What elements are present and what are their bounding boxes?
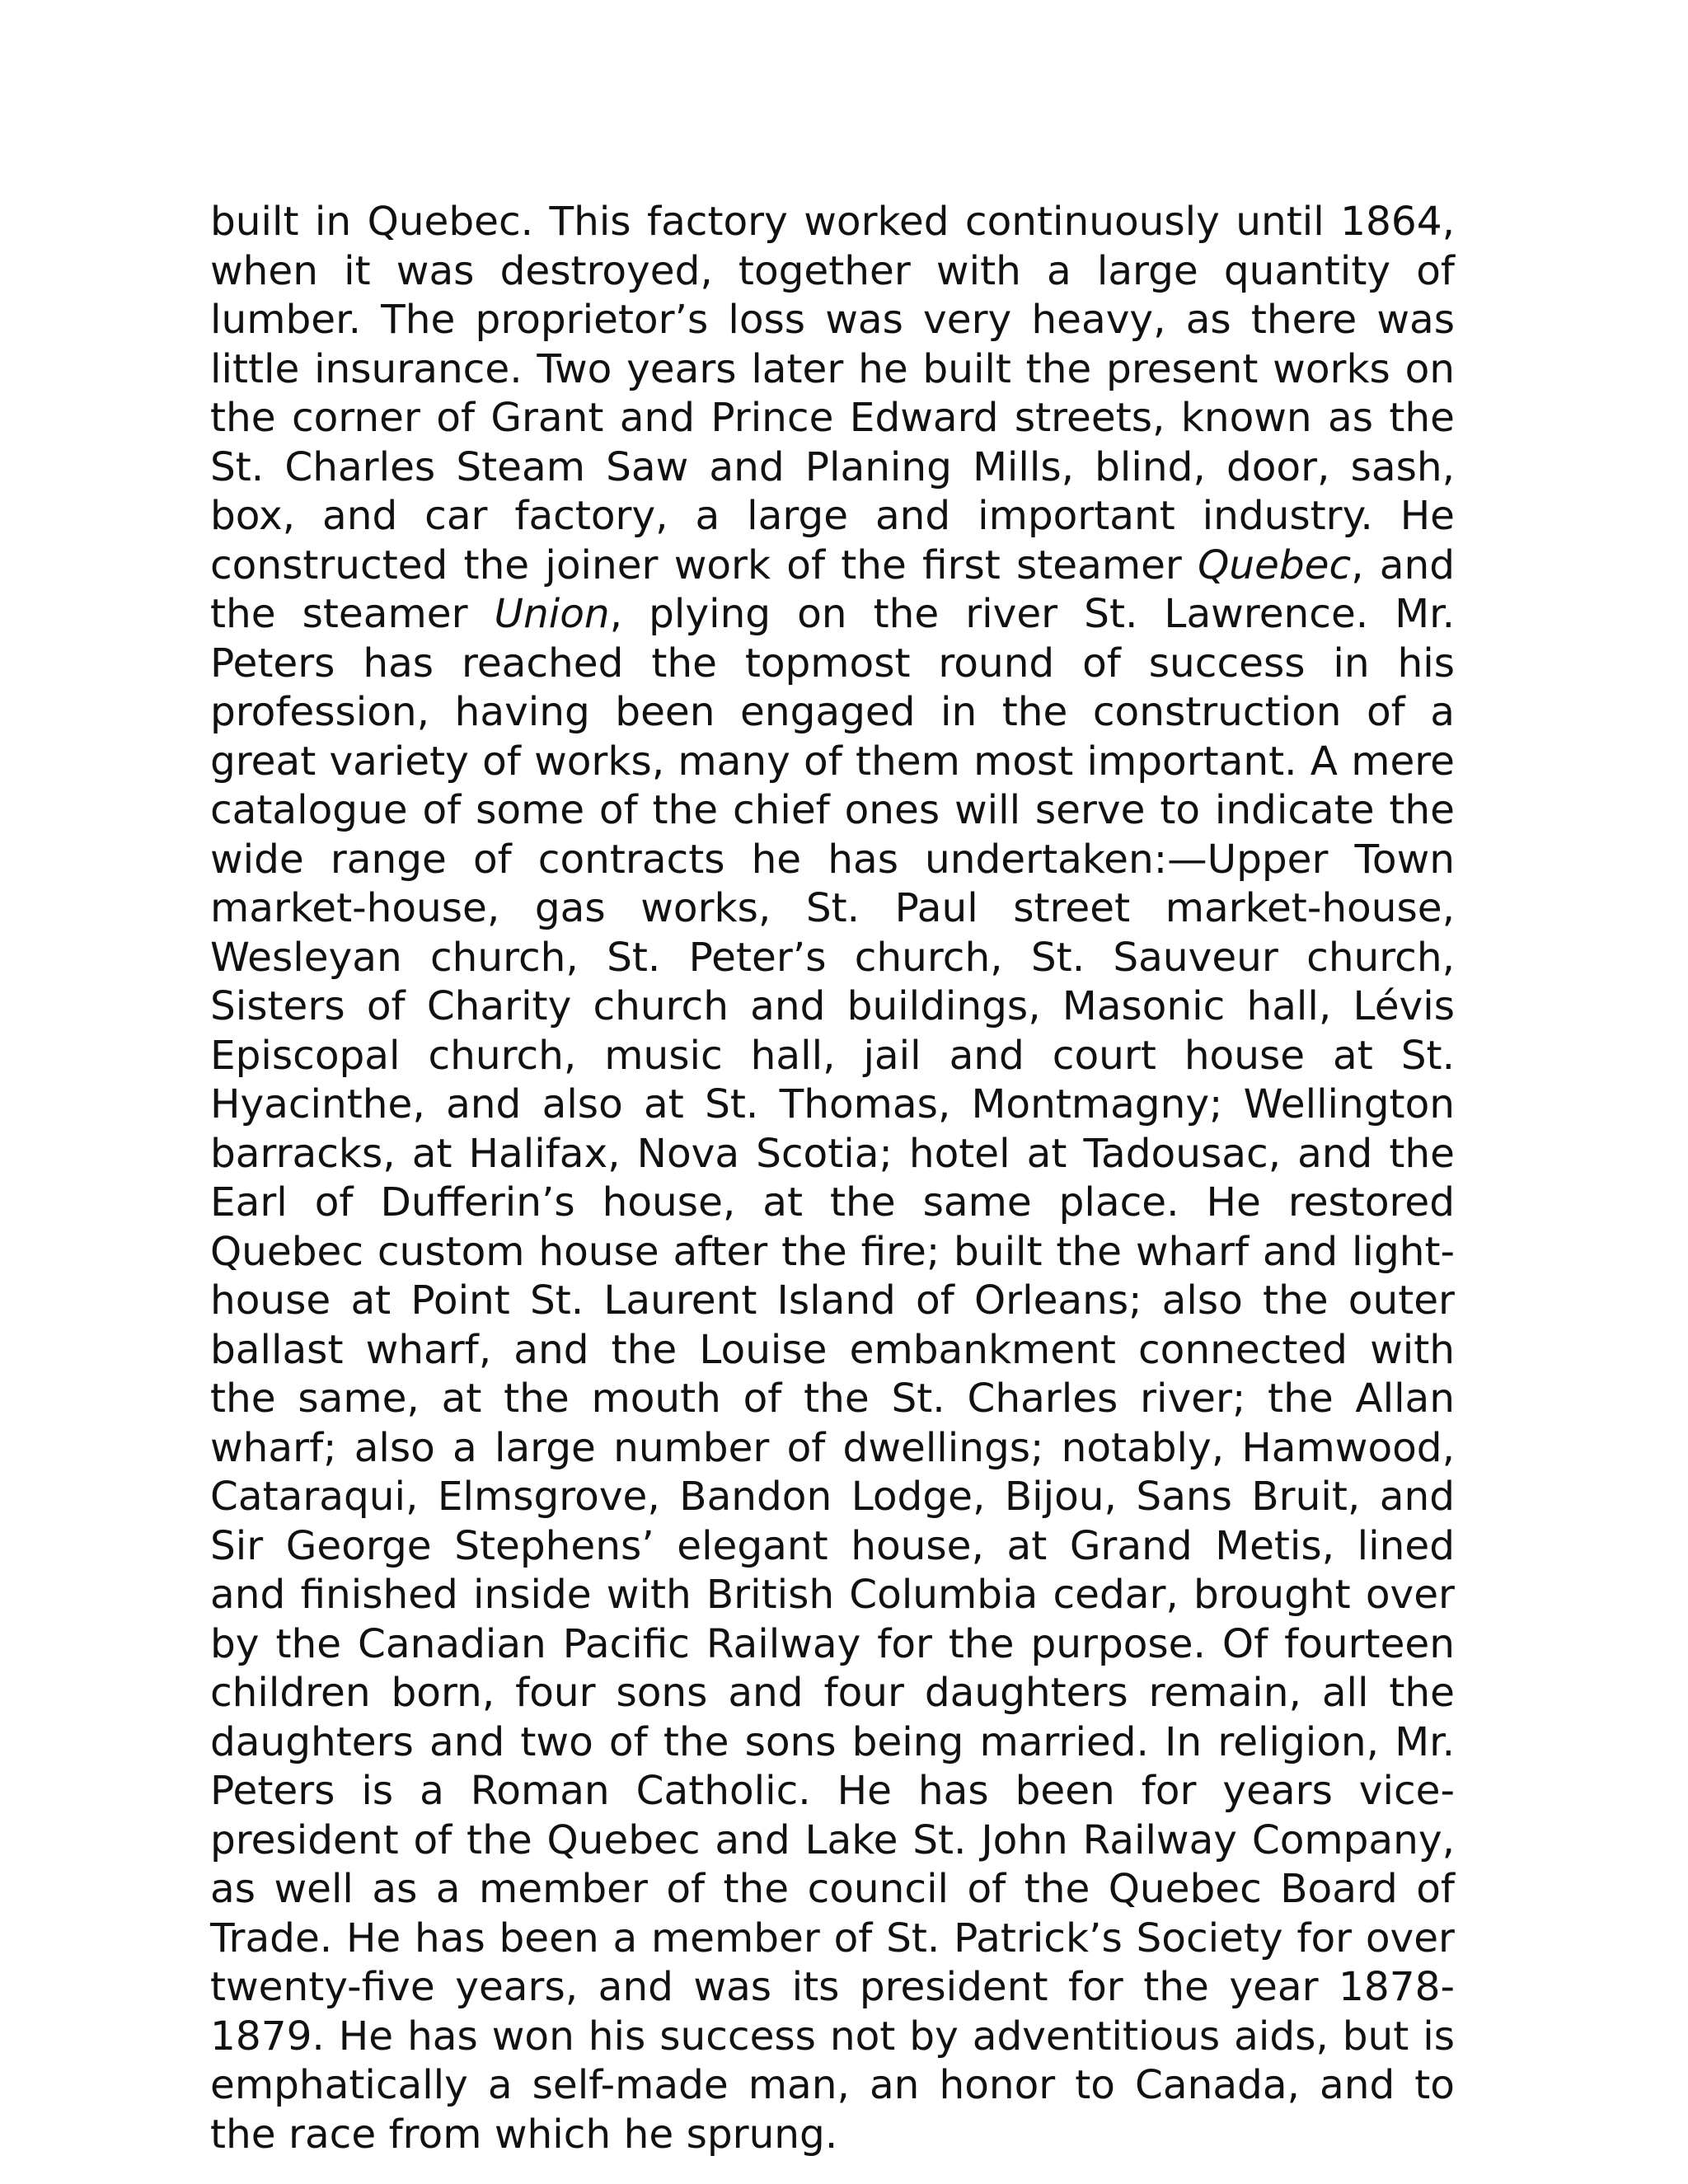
steamer-name-union: Union: [494, 591, 610, 637]
paragraph-text-part-3: , plying on the river St. Lawrence. Mr. Peters has reached the topmost round of success in his profession, having been engaged in the construction of a great variety of works, many of them most important. A mere catalogue of some of the chief ones will serve to indicate the wide range of contracts he has undertaken:—Upper Town market-house, gas works, St. Paul street market-house, Wesleyan church, St. Peter’s church, St. Sauveur church, Sisters of Charity church and buildings, Masonic hall, Lévis Episcopal church, music hall, jail and court house at St. Hyacinthe, and also at St. Thomas, Montmagny; Wellington barracks, at Halifax, Nova Scotia; hotel at Tadousac, and the Earl of Dufferin’s house, at the same place. He restored Quebec custom house after the fire; built the wharf and light-house at Point St. Laurent Island of Orleans; also the outer ballast wharf, and the Louise embankment connected with the same, at the mouth of the St. Charles river; the Allan wharf; also a large number of dwellings; notably, Hamwood, Cataraqui, Elmsgrove, Bandon Lodge, Bijou, Sans Bruit, and Sir George Stephens’ elegant house, at Grand Metis, lined and finished inside with British Columbia cedar, brought over by the Canadian Pacific Railway for the purpose. Of fourteen children born, four sons and four daughters remain, all the daughters and two of the sons being married. In religion, Mr. Peters is a Roman Catholic. He has been for years vice-president of the Quebec and Lake St. John Railway Company, as well as a member of the council of the Quebec Board of Trade. He has been a member of St. Patrick’s Society for over twenty-five years, and was its president for the year 1878-1879. He has won his success not by adventitious aids, but is emphatically a self-made man, an honor to Canada, and to the race from which he sprung.: [210, 591, 1455, 2158]
body-text: [210, 198, 1455, 2159]
paragraph-text-part-1: built in Quebec. This factory worked continuously until 1864, when it was destroyed, together with a large quantity of lumber. The proprietor’s loss was very heavy, as there was little insurance. Two years later he built the present works on the corner of Grant and Prince Edward streets, known as the St. Charles Steam Saw and Planing Mills, blind, door, sash, box, and car factory, a large and important industry. He constructed the joiner work of the first steamer: [210, 199, 1455, 588]
steamer-name-quebec: Quebec: [1198, 541, 1352, 588]
paragraph: [210, 198, 1455, 2159]
paragraph-text-part-2: , and the steamer: [210, 541, 1455, 637]
